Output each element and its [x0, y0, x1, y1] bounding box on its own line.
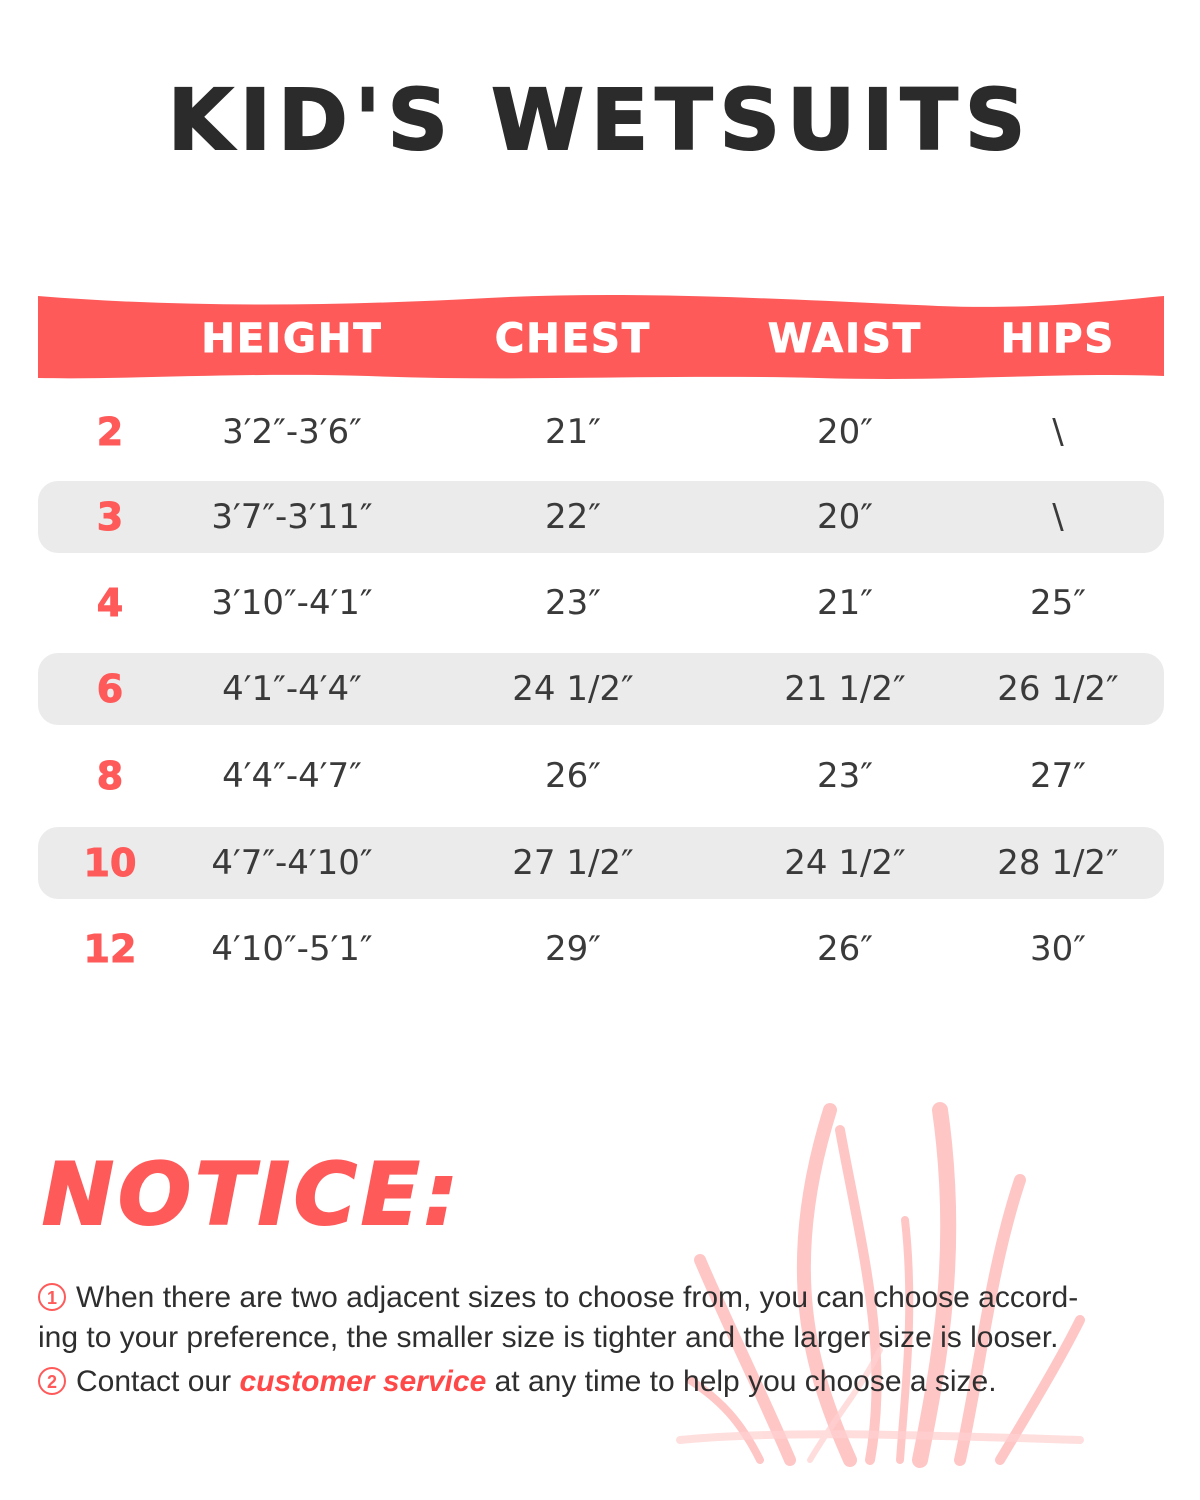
table-row	[38, 653, 1164, 725]
waist-cell: 21 1/2″	[784, 669, 906, 709]
header-chest: CHEST	[494, 316, 652, 362]
height-cell: 4′10″-5′1″	[211, 929, 373, 969]
size-cell: 2	[96, 410, 124, 454]
table-row	[38, 481, 1164, 553]
notice-item-1	[38, 1278, 1168, 1318]
waist-cell: 20″	[817, 412, 873, 452]
chest-cell: 29″	[545, 929, 601, 969]
waist-cell: 26″	[817, 929, 873, 969]
size-cell: 12	[83, 927, 137, 971]
hips-cell: \	[1052, 497, 1064, 537]
height-cell: 4′1″-4′4″	[222, 669, 362, 709]
waist-cell: 23″	[817, 756, 873, 796]
table-row	[38, 913, 1164, 985]
size-cell: 8	[96, 754, 124, 798]
size-chart-table	[38, 292, 1164, 992]
table-row	[38, 567, 1164, 639]
notice-item-2-after: at any time to help you choose a size.	[494, 1365, 997, 1398]
table-row	[38, 396, 1164, 468]
notice-item-2-before: Contact our	[76, 1365, 232, 1398]
chest-cell: 27 1/2″	[512, 843, 634, 883]
hips-cell: \	[1052, 412, 1064, 452]
hips-cell: 26 1/2″	[997, 669, 1119, 709]
table-header	[38, 292, 1164, 384]
notice-body	[38, 1278, 1168, 1402]
customer-service-link[interactable]: customer service	[239, 1365, 487, 1398]
height-cell: 4′7″-4′10″	[211, 843, 373, 883]
waist-cell: 20″	[817, 497, 873, 537]
circled-number-2: 2	[38, 1367, 66, 1395]
chest-cell: 24 1/2″	[512, 669, 634, 709]
hips-cell: 28 1/2″	[997, 843, 1119, 883]
table-row	[38, 740, 1164, 812]
circled-number-1: 1	[38, 1283, 66, 1311]
notice-title: NOTICE:	[42, 1145, 462, 1245]
size-cell: 10	[83, 841, 137, 885]
chest-cell: 26″	[545, 756, 601, 796]
waist-cell: 24 1/2″	[784, 843, 906, 883]
chest-cell: 22″	[545, 497, 601, 537]
chest-cell: 21″	[545, 412, 601, 452]
waist-cell: 21″	[817, 583, 873, 623]
notice-item-2	[38, 1362, 1168, 1402]
size-cell: 6	[96, 667, 124, 711]
header-waist: WAIST	[767, 316, 923, 362]
hips-cell: 27″	[1030, 756, 1086, 796]
table-row	[38, 827, 1164, 899]
hips-cell: 25″	[1030, 583, 1086, 623]
notice-item-1-line-2: ing to your preference, the smaller size is tighter and the larger size is looser.	[38, 1321, 1059, 1354]
header-hips: HIPS	[1000, 316, 1116, 362]
height-cell: 4′4″-4′7″	[222, 756, 362, 796]
size-cell: 4	[96, 581, 124, 625]
chest-cell: 23″	[545, 583, 601, 623]
size-cell: 3	[96, 495, 124, 539]
header-height: HEIGHT	[201, 316, 383, 362]
hips-cell: 30″	[1030, 929, 1086, 969]
height-cell: 3′7″-3′11″	[211, 497, 373, 537]
page-title: KID'S WETSUITS	[167, 71, 1033, 169]
notice-item-1-line-1: When there are two adjacent sizes to choose from, you can choose accord-	[76, 1281, 1079, 1314]
height-cell: 3′10″-4′1″	[211, 583, 373, 623]
height-cell: 3′2″-3′6″	[222, 412, 362, 452]
